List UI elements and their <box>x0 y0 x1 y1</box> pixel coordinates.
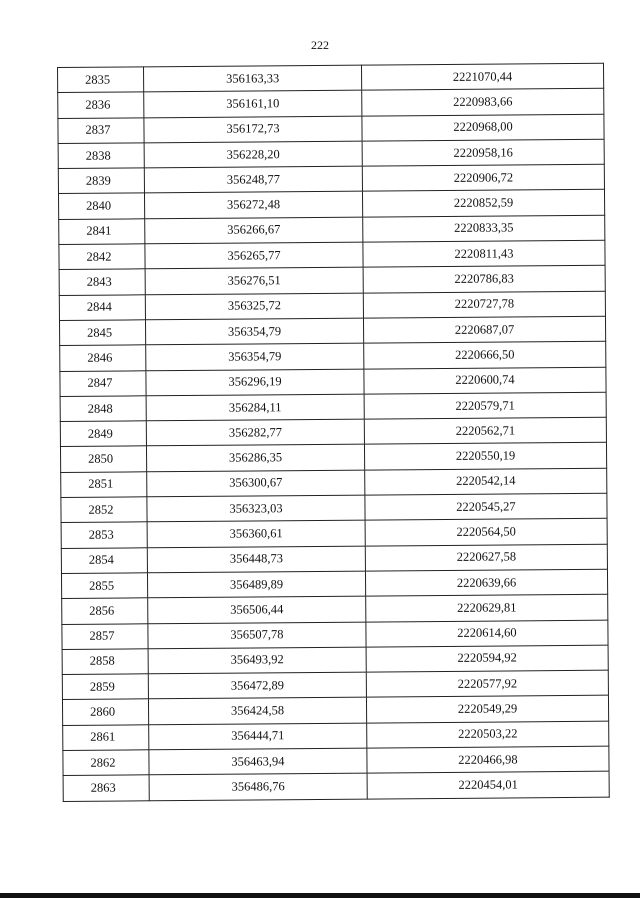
point-number-cell: 2856 <box>62 598 148 624</box>
x-coordinate-cell: 356506,44 <box>148 596 366 623</box>
x-coordinate-cell: 356161,10 <box>144 90 362 117</box>
x-coordinate-cell: 356507,78 <box>148 622 366 649</box>
x-coordinate-cell: 356463,94 <box>149 748 367 775</box>
x-coordinate-cell: 356248,77 <box>144 166 362 193</box>
point-number-cell: 2848 <box>60 396 146 422</box>
point-number-cell: 2846 <box>60 345 146 371</box>
x-coordinate-cell: 356228,20 <box>144 141 362 168</box>
point-number-cell: 2852 <box>61 497 147 523</box>
y-coordinate-cell: 2220629,81 <box>366 594 608 621</box>
y-coordinate-cell: 2220466,98 <box>367 746 609 773</box>
point-number-cell: 2836 <box>58 92 144 118</box>
x-coordinate-cell: 356265,77 <box>145 242 363 269</box>
point-number-cell: 2861 <box>63 725 149 751</box>
scan-bottom-edge <box>0 893 640 898</box>
point-number-cell: 2840 <box>58 193 144 219</box>
x-coordinate-cell: 356282,77 <box>146 419 364 446</box>
y-coordinate-cell: 2220958,16 <box>362 139 604 166</box>
point-number-cell: 2845 <box>59 320 145 346</box>
y-coordinate-cell: 2220906,72 <box>362 164 604 191</box>
x-coordinate-cell: 356172,73 <box>144 116 362 143</box>
x-coordinate-cell: 356354,79 <box>145 318 363 345</box>
x-coordinate-cell: 356276,51 <box>145 267 363 294</box>
table-body <box>58 63 610 801</box>
point-number-cell: 2842 <box>59 244 145 270</box>
point-number-cell: 2862 <box>63 750 149 776</box>
y-coordinate-cell: 2220503,22 <box>367 721 609 748</box>
x-coordinate-cell: 356486,76 <box>149 773 367 800</box>
y-coordinate-cell: 2220600,74 <box>364 367 606 394</box>
y-coordinate-cell: 2220614,60 <box>366 620 608 647</box>
x-coordinate-cell: 356489,89 <box>147 571 365 598</box>
y-coordinate-cell: 2220627,58 <box>365 544 607 571</box>
x-coordinate-cell: 356424,58 <box>148 698 366 725</box>
page-number: 222 <box>311 38 329 52</box>
table-row <box>63 771 609 801</box>
point-number-cell: 2850 <box>60 446 146 472</box>
point-number-cell: 2857 <box>62 623 148 649</box>
y-coordinate-cell: 2220550,19 <box>364 443 606 470</box>
y-coordinate-cell: 2220594,92 <box>366 645 608 672</box>
y-coordinate-cell: 2220786,83 <box>363 266 605 293</box>
point-number-cell: 2841 <box>59 219 145 245</box>
x-coordinate-cell: 356272,48 <box>144 192 362 219</box>
point-number-cell: 2855 <box>61 573 147 599</box>
y-coordinate-cell: 2220852,59 <box>362 190 604 217</box>
y-coordinate-cell: 2220687,07 <box>363 316 605 343</box>
point-number-cell: 2835 <box>58 67 144 93</box>
x-coordinate-cell: 356444,71 <box>149 723 367 750</box>
x-coordinate-cell: 356163,33 <box>144 65 362 92</box>
y-coordinate-cell: 2220983,66 <box>362 89 604 116</box>
point-number-cell: 2853 <box>61 522 147 548</box>
x-coordinate-cell: 356323,03 <box>147 495 365 522</box>
y-coordinate-cell: 2220577,92 <box>366 670 608 697</box>
x-coordinate-cell: 356266,67 <box>145 217 363 244</box>
x-coordinate-cell: 356493,92 <box>148 647 366 674</box>
x-coordinate-cell: 356448,73 <box>147 546 365 573</box>
y-coordinate-cell: 2220727,78 <box>363 291 605 318</box>
x-coordinate-cell: 356360,61 <box>147 520 365 547</box>
point-number-cell: 2858 <box>62 649 148 675</box>
point-number-cell: 2859 <box>62 674 148 700</box>
point-number-cell: 2837 <box>58 117 144 143</box>
y-coordinate-cell: 2220454,01 <box>367 771 609 798</box>
y-coordinate-cell: 2220666,50 <box>364 341 606 368</box>
point-number-cell: 2844 <box>59 294 145 320</box>
y-coordinate-cell: 2220564,50 <box>365 519 607 546</box>
y-coordinate-cell: 2220545,27 <box>365 493 607 520</box>
y-coordinate-cell: 2220549,29 <box>366 696 608 723</box>
y-coordinate-cell: 2220811,43 <box>363 240 605 267</box>
point-number-cell: 2847 <box>60 370 146 396</box>
y-coordinate-cell: 2220542,14 <box>365 468 607 495</box>
x-coordinate-cell: 356472,89 <box>148 672 366 699</box>
y-coordinate-cell: 2220639,66 <box>365 569 607 596</box>
x-coordinate-cell: 356284,11 <box>146 394 364 421</box>
point-number-cell: 2863 <box>63 775 149 801</box>
point-number-cell: 2838 <box>58 143 144 169</box>
point-number-cell: 2839 <box>58 168 144 194</box>
x-coordinate-cell: 356354,79 <box>146 343 364 370</box>
y-coordinate-cell: 2221070,44 <box>361 63 603 90</box>
x-coordinate-cell: 356325,72 <box>145 293 363 320</box>
point-number-cell: 2860 <box>62 699 148 725</box>
y-coordinate-cell: 2220579,71 <box>364 392 606 419</box>
point-number-cell: 2851 <box>61 472 147 498</box>
y-coordinate-cell: 2220968,00 <box>362 114 604 141</box>
x-coordinate-cell: 356296,19 <box>146 369 364 396</box>
y-coordinate-cell: 2220562,71 <box>364 417 606 444</box>
point-number-cell: 2849 <box>60 421 146 447</box>
point-number-cell: 2843 <box>59 269 145 295</box>
x-coordinate-cell: 356286,35 <box>146 445 364 472</box>
y-coordinate-cell: 2220833,35 <box>363 215 605 242</box>
x-coordinate-cell: 356300,67 <box>147 470 365 497</box>
coordinates-table <box>57 63 610 802</box>
point-number-cell: 2854 <box>61 547 147 573</box>
